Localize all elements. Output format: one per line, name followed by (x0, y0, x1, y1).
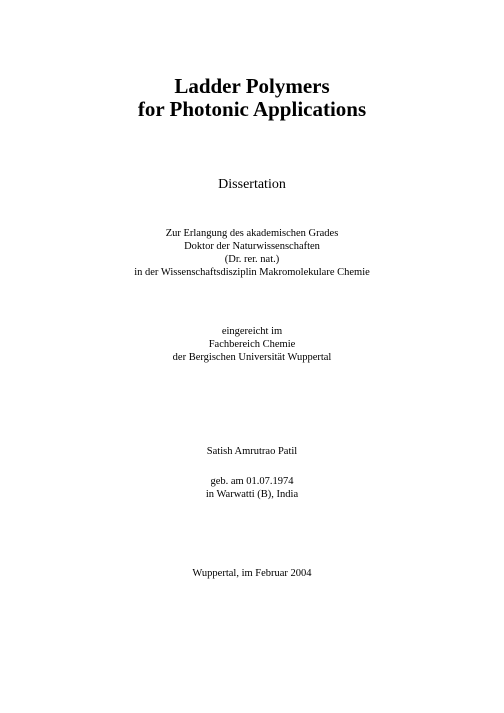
document-type: Dissertation (218, 177, 286, 192)
degree-line-1: Zur Erlangung des akademischen Grades (165, 228, 339, 239)
author-birth-place: in Warwatti (B), India (205, 489, 299, 500)
submission-line-2: Fachbereich Chemie (208, 339, 296, 350)
author-name: Satish Amrutrao Patil (206, 446, 298, 457)
place-and-date: Wuppertal, im Februar 2004 (192, 568, 312, 579)
submission-line-3: der Bergischen Universität Wuppertal (172, 352, 332, 363)
author-birth-date: geb. am 01.07.1974 (210, 476, 294, 487)
submission-line-1: eingereicht im (221, 326, 283, 337)
thesis-title-line-1: Ladder Polymers (174, 74, 330, 98)
thesis-title-line-2: for Photonic Applications (137, 97, 367, 121)
degree-line-3: (Dr. rer. nat.) (224, 254, 280, 265)
degree-line-2: Doktor der Naturwissenschaften (184, 241, 320, 252)
degree-line-4: in der Wissenschaftsdisziplin Makromolekulare Chemie (134, 267, 370, 278)
